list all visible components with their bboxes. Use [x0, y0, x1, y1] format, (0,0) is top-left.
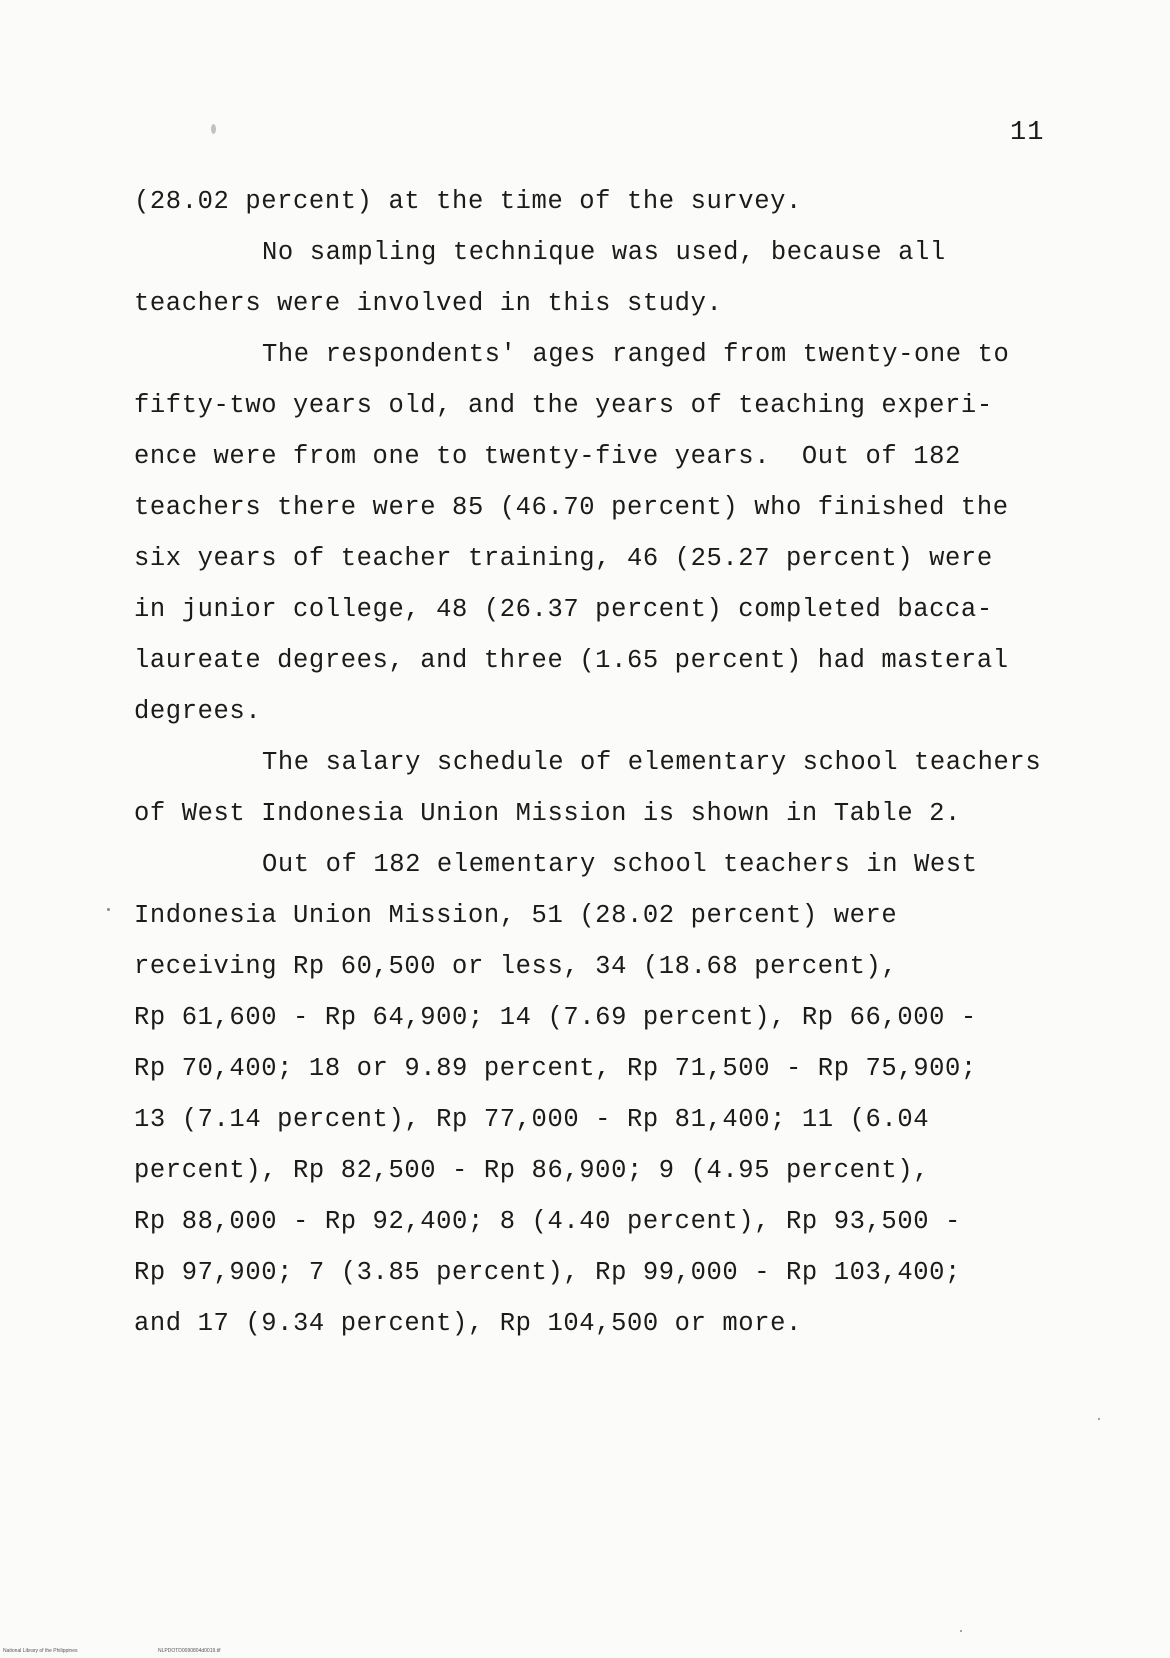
- text-line: Rp 61,600 - Rp 64,900; 14 (7.69 percent), Rp 66,000 -: [134, 1003, 977, 1032]
- text-line: teachers were involved in this study.: [134, 289, 723, 318]
- text-line: 13 (7.14 percent), Rp 77,000 - Rp 81,400; 11 (6.04: [134, 1105, 930, 1134]
- text-line: Out of 182 elementary school teachers in West: [262, 850, 978, 879]
- text-line: six years of teacher training, 46 (25.27 percent) were: [134, 544, 993, 573]
- text-line: in junior college, 48 (26.37 percent) completed bacca-: [134, 595, 993, 624]
- scan-footer-left: National Library of the Philippines: [3, 1648, 78, 1654]
- page-number: 11: [1010, 118, 1045, 148]
- text-line: Rp 70,400; 18 or 9.89 percent, Rp 71,500 - Rp 75,900;: [134, 1054, 977, 1083]
- text-line: of West Indonesia Union Mission is shown in Table 2.: [134, 799, 961, 828]
- text-line: percent), Rp 82,500 - Rp 86,900; 9 (4.95 percent),: [134, 1156, 930, 1185]
- text-line: The respondents' ages ranged from twenty-one to: [262, 340, 1010, 369]
- scan-speck: [211, 124, 216, 134]
- text-line: The salary schedule of elementary school teachers: [262, 748, 1042, 777]
- scan-speck: [107, 908, 110, 911]
- text-line: and 17 (9.34 percent), Rp 104,500 or more.: [134, 1309, 802, 1338]
- text-line: fifty-two years old, and the years of teaching experi-: [134, 391, 993, 420]
- scan-speck: [960, 1630, 962, 1632]
- text-line: ence were from one to twenty-five years. Out of 182: [134, 442, 961, 471]
- text-line: (28.02 percent) at the time of the survey.: [134, 187, 802, 216]
- text-line: No sampling technique was used, because all: [262, 238, 946, 267]
- scan-footer-right: NLPDOTD0090804d0019.tif: [158, 1648, 221, 1654]
- text-line: laureate degrees, and three (1.65 percent) had masteral: [134, 646, 1009, 675]
- text-line: degrees.: [134, 697, 262, 726]
- text-line: receiving Rp 60,500 or less, 34 (18.68 percent),: [134, 952, 898, 981]
- text-line: teachers there were 85 (46.70 percent) who finished the: [134, 493, 1009, 522]
- text-line: Rp 97,900; 7 (3.85 percent), Rp 99,000 - Rp 103,400;: [134, 1258, 961, 1287]
- text-line: Rp 88,000 - Rp 92,400; 8 (4.40 percent), Rp 93,500 -: [134, 1207, 961, 1236]
- text-line: Indonesia Union Mission, 51 (28.02 percent) were: [134, 901, 898, 930]
- scan-speck: [1098, 1418, 1100, 1420]
